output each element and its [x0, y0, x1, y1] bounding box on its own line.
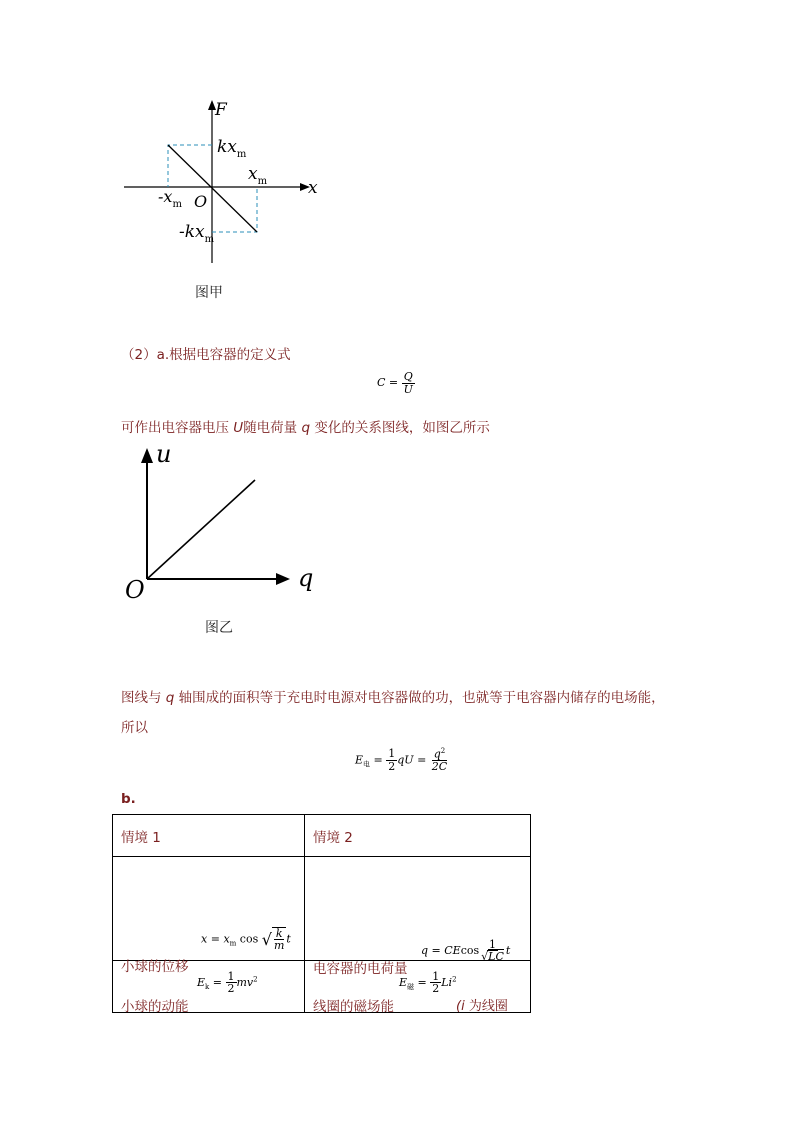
- paragraph-line2: 所以: [121, 720, 148, 736]
- section2-heading: （2）a.根据电容器的定义式: [121, 347, 291, 363]
- jia-label-kxm: $kx_m$: [217, 137, 247, 160]
- table-header-row: [113, 815, 531, 857]
- formula-charge: q = CEcos $\frac{1}{√LC}$ t: [421, 937, 511, 964]
- formula-electric-energy: $E_电$ = $\frac{1}{2}$ qU = $\frac{q^2}{2C}$: [355, 747, 448, 774]
- jia-label-xm: $x_m$: [248, 164, 268, 187]
- cell-ball-displacement: [113, 857, 305, 975]
- figure-yi: [118, 438, 328, 608]
- table-row: [113, 857, 531, 961]
- scenario-table: [112, 814, 531, 1013]
- cell-capacitor-charge: [305, 857, 531, 977]
- header-scenario-2: 情境 2: [305, 815, 531, 857]
- section2-sentence: 可作出电容器电压 U随电荷量 q 变化的关系图线，如图乙所示: [121, 420, 490, 436]
- yi-x-label: q: [298, 564, 314, 592]
- ball-displacement-label: 小球的位移: [121, 958, 189, 975]
- paragraph-line1: 图线与 q 轴围成的面积等于充电时电源对电容器做的功，也就等于电容器内储存的电场能，: [121, 690, 665, 706]
- formula-kinetic: $E_k$ = $\frac{1}{2}$ $mv^2$: [197, 969, 258, 996]
- formula-displacement: $x = x_m$ cos √ $\frac{k}{m}$ t: [201, 926, 291, 953]
- jia-label-neg-kxm: $-kx_m$: [179, 222, 215, 245]
- jia-origin-label: O: [194, 192, 208, 211]
- caption-yi: 图乙: [205, 620, 233, 636]
- formula-magnetic: $E_磁$ = $\frac{1}{2}$ Li$^2$: [399, 969, 457, 996]
- yi-y-label: u: [156, 440, 172, 468]
- yi-y-arrow: [141, 448, 153, 463]
- part-b-label: b.: [121, 791, 136, 807]
- capacitor-charge-label: 电容器的电荷量: [313, 960, 408, 977]
- yi-x-arrow: [276, 573, 290, 585]
- figure-jia: [110, 95, 340, 265]
- yi-origin-label: O: [125, 576, 145, 604]
- yi-charge-line: [147, 480, 255, 579]
- coil-magnetic-label: 线圈的磁场能: [313, 998, 394, 1015]
- jia-x-label: x: [308, 178, 318, 198]
- jia-y-label: F: [215, 100, 227, 120]
- formula-capacitance: C = $\frac{Q}{U}$: [377, 370, 413, 396]
- jia-label-neg-xm: $-x_m$: [158, 187, 182, 210]
- header-scenario-1: 情境 1: [113, 815, 305, 857]
- coil-note: (i 为线圈: [456, 998, 508, 1014]
- caption-jia: 图甲: [195, 285, 223, 301]
- ball-kinetic-label: 小球的动能: [121, 998, 189, 1015]
